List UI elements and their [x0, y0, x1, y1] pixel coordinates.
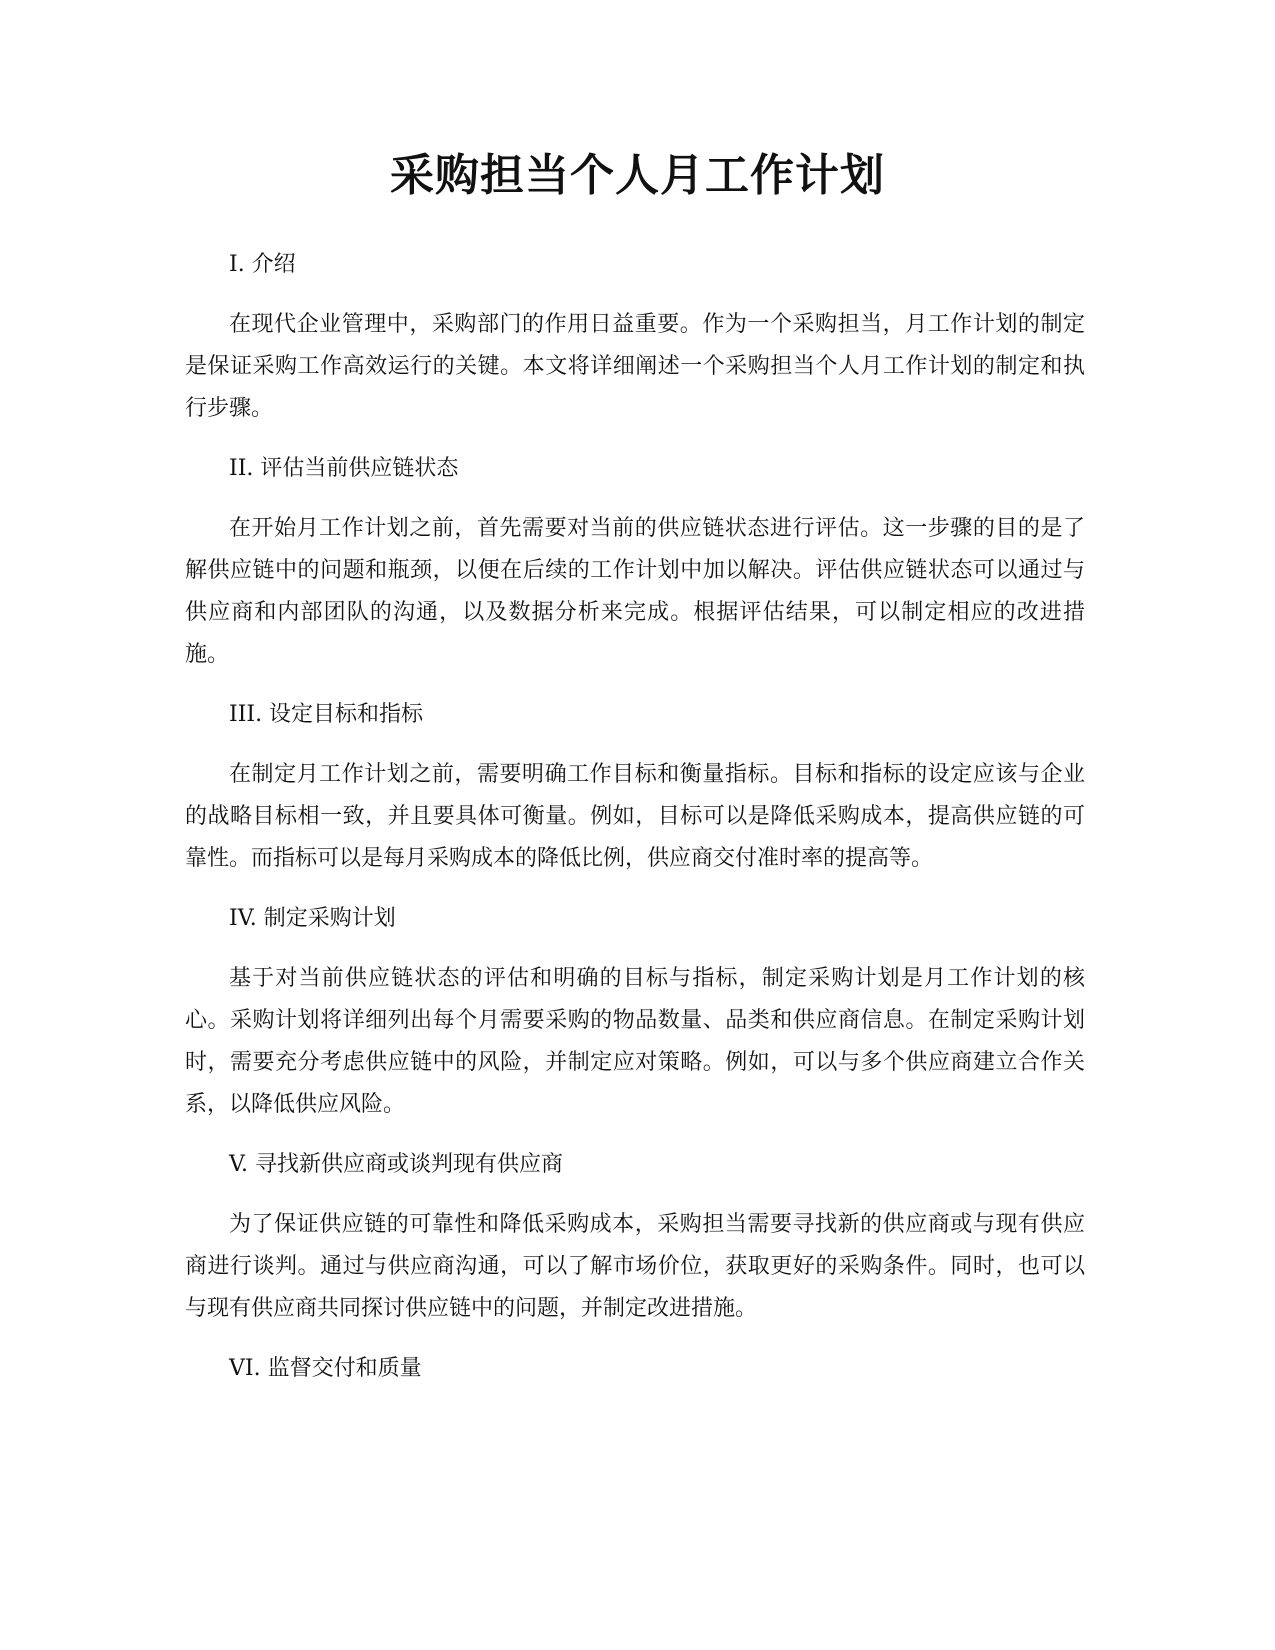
section-paragraph-5: 为了保证供应链的可靠性和降低采购成本，采购担当需要寻找新的供应商或与现有供应商进行谈判。通过与供应商沟通，可以了解市场价位，获取更好的采购条件。同时，也可以与现有供应商共同探讨供应链中的问题，并制定改进措施。: [185, 1212, 1085, 1321]
section-heading-6: VI. 监督交付和质量: [229, 1356, 422, 1381]
document-title: 采购担当个人月工作计划: [390, 150, 885, 201]
section-paragraph-4: 基于对当前供应链状态的评估和明确的目标与指标，制定采购计划是月工作计划的核心。采购计划将详细列出每个月需要采购的物品数量、品类和供应商信息。在制定采购计划时，需要充分考虑供应链中的风险，并制定应对策略。例如，可以与多个供应商建立合作关系，以降低供应风险。: [185, 966, 1085, 1117]
section-heading-5: V. 寻找新供应商或谈判现有供应商: [229, 1152, 564, 1177]
section-heading-4: IV. 制定采购计划: [229, 906, 396, 931]
section-heading-1: I. 介绍: [229, 252, 296, 277]
section-heading-3: III. 设定目标和指标: [229, 702, 424, 727]
document-body: [185, 244, 1085, 1408]
section-paragraph-3: 在制定月工作计划之前，需要明确工作目标和衡量指标。目标和指标的设定应该与企业的战略目标相一致，并且要具体可衡量。例如，目标可以是降低采购成本，提高供应链的可靠性。而指标可以是每月采购成本的降低比例，供应商交付准时率的提高等。: [185, 762, 1085, 871]
section-paragraph-1: 在现代企业管理中，采购部门的作用日益重要。作为一个采购担当，月工作计划的制定是保证采购工作高效运行的关键。本文将详细阐述一个采购担当个人月工作计划的制定和执行步骤。: [185, 312, 1085, 421]
section-heading-2: II. 评估当前供应链状态: [229, 456, 459, 481]
section-paragraph-2: 在开始月工作计划之前，首先需要对当前的供应链状态进行评估。这一步骤的目的是了解供应链中的问题和瓶颈，以便在后续的工作计划中加以解决。评估供应链状态可以通过与供应商和内部团队的沟通，以及数据分析来完成。根据评估结果，可以制定相应的改进措施。: [185, 516, 1085, 667]
